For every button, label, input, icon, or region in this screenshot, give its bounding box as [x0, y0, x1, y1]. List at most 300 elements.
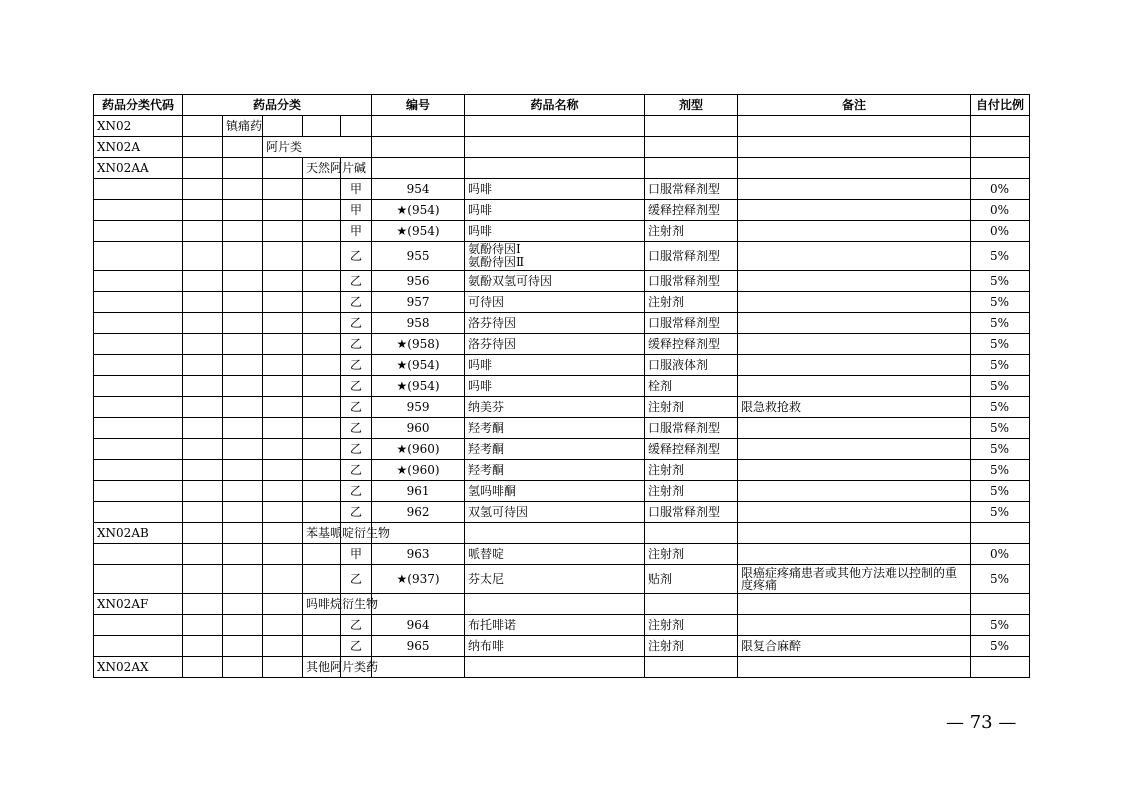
- empty-cell: [303, 460, 341, 481]
- empty-cell: [183, 271, 223, 292]
- number-cell: ★(958): [372, 334, 465, 355]
- empty-cell: [263, 460, 303, 481]
- form-cell: 口服常释剂型: [645, 313, 738, 334]
- remark-cell: 限急救抢救: [738, 397, 971, 418]
- empty-cell: [372, 137, 465, 158]
- form-cell: 口服常释剂型: [645, 242, 738, 271]
- category-row: [94, 158, 1030, 179]
- form-cell: 缓释控释剂型: [645, 200, 738, 221]
- empty-cell: [183, 460, 223, 481]
- drug-name: 氨酚待因Ⅰ: [468, 242, 521, 256]
- ratio-cell: 5%: [971, 242, 1030, 271]
- empty-cell: [465, 657, 645, 678]
- name-cell: [465, 544, 645, 565]
- drug-name: 吗啡: [468, 223, 493, 238]
- empty-cell: [94, 334, 183, 355]
- drug-name: 布托啡诺: [468, 617, 517, 632]
- empty-cell: [263, 397, 303, 418]
- empty-cell: [183, 594, 223, 615]
- ratio-cell: 0%: [971, 544, 1030, 565]
- ratio-cell: 5%: [971, 355, 1030, 376]
- table-row: [94, 271, 1030, 292]
- grade-cell: 甲: [341, 544, 372, 565]
- empty-cell: [645, 594, 738, 615]
- empty-cell: [738, 594, 971, 615]
- empty-cell: [223, 544, 263, 565]
- grade-cell: 乙: [341, 242, 372, 271]
- empty-cell: [183, 242, 223, 271]
- ratio-cell: 5%: [971, 460, 1030, 481]
- empty-cell: [183, 355, 223, 376]
- category-row: [94, 657, 1030, 678]
- grade-cell: 甲: [341, 179, 372, 200]
- drug-name: 哌替啶: [468, 546, 505, 561]
- remark-cell: [738, 544, 971, 565]
- drug-name: 吗啡: [468, 202, 493, 217]
- grade-cell: 乙: [341, 439, 372, 460]
- empty-cell: [303, 116, 341, 137]
- grade-cell: 乙: [341, 313, 372, 334]
- remark-cell: [738, 242, 971, 271]
- empty-cell: [263, 594, 303, 615]
- empty-cell: [971, 657, 1030, 678]
- category-code: XN02AX: [94, 657, 183, 678]
- empty-cell: [263, 158, 303, 179]
- empty-cell: [263, 636, 303, 657]
- remark-cell: 限复合麻醉: [738, 636, 971, 657]
- number-cell: 961: [372, 481, 465, 502]
- empty-cell: [183, 615, 223, 636]
- name-cell: [465, 481, 645, 502]
- empty-cell: [94, 397, 183, 418]
- empty-cell: [303, 334, 341, 355]
- ratio-cell: 5%: [971, 334, 1030, 355]
- table-header-row: [94, 95, 1030, 116]
- empty-cell: [263, 657, 303, 678]
- name-cell: [465, 615, 645, 636]
- empty-cell: [263, 418, 303, 439]
- drug-name: 吗啡: [468, 378, 493, 393]
- number-cell: 960: [372, 418, 465, 439]
- table-row: [94, 565, 1030, 594]
- table-row: [94, 376, 1030, 397]
- number-cell: ★(937): [372, 565, 465, 594]
- remark-cell: [738, 334, 971, 355]
- empty-cell: [94, 418, 183, 439]
- empty-cell: [303, 544, 341, 565]
- empty-cell: [263, 439, 303, 460]
- empty-cell: [263, 242, 303, 271]
- empty-cell: [263, 502, 303, 523]
- drug-name: 氨酚双氢可待因: [468, 273, 553, 288]
- empty-cell: [223, 137, 263, 158]
- number-cell: 962: [372, 502, 465, 523]
- header-ratio: 自付比例: [971, 95, 1030, 116]
- empty-cell: [223, 523, 263, 544]
- empty-cell: [94, 200, 183, 221]
- empty-cell: [263, 221, 303, 242]
- ratio-cell: 5%: [971, 271, 1030, 292]
- empty-cell: [94, 502, 183, 523]
- grade-cell: 乙: [341, 502, 372, 523]
- empty-cell: [465, 116, 645, 137]
- table-row: [94, 334, 1030, 355]
- number-cell: ★(954): [372, 355, 465, 376]
- empty-cell: [303, 355, 341, 376]
- category-code: XN02AF: [94, 594, 183, 615]
- form-cell: 注射剂: [645, 481, 738, 502]
- grade-cell: 乙: [341, 615, 372, 636]
- empty-cell: [223, 439, 263, 460]
- ratio-cell: 5%: [971, 397, 1030, 418]
- empty-cell: [303, 242, 341, 271]
- remark-cell: [738, 313, 971, 334]
- empty-cell: [223, 565, 263, 594]
- ratio-cell: 5%: [971, 615, 1030, 636]
- grade-cell: 乙: [341, 565, 372, 594]
- category-label: 天然阿片碱: [303, 158, 341, 179]
- number-cell: ★(960): [372, 439, 465, 460]
- ratio-cell: 5%: [971, 376, 1030, 397]
- empty-cell: [223, 271, 263, 292]
- remark-cell: 限癌症疼痛患者或其他方法难以控制的重度疼痛: [738, 565, 971, 594]
- empty-cell: [223, 418, 263, 439]
- category-code: XN02: [94, 116, 183, 137]
- empty-cell: [94, 292, 183, 313]
- category-row: [94, 137, 1030, 158]
- empty-cell: [645, 158, 738, 179]
- category-row: [94, 116, 1030, 137]
- empty-cell: [183, 523, 223, 544]
- table-row: [94, 481, 1030, 502]
- empty-cell: [183, 376, 223, 397]
- category-label: 吗啡烷衍生物: [303, 594, 341, 615]
- grade-cell: 乙: [341, 355, 372, 376]
- empty-cell: [223, 502, 263, 523]
- remark-cell: [738, 292, 971, 313]
- empty-cell: [971, 137, 1030, 158]
- drug-name: 羟考酮: [468, 462, 505, 477]
- empty-cell: [94, 544, 183, 565]
- empty-cell: [738, 523, 971, 544]
- number-cell: 954: [372, 179, 465, 200]
- category-label: 苯基哌啶衍生物: [303, 523, 341, 544]
- empty-cell: [183, 158, 223, 179]
- number-cell: ★(954): [372, 376, 465, 397]
- remark-cell: [738, 221, 971, 242]
- empty-cell: [94, 565, 183, 594]
- empty-cell: [263, 200, 303, 221]
- number-cell: 965: [372, 636, 465, 657]
- empty-cell: [263, 544, 303, 565]
- empty-cell: [223, 460, 263, 481]
- empty-cell: [263, 292, 303, 313]
- table-row: [94, 200, 1030, 221]
- table-row: [94, 636, 1030, 657]
- grade-cell: 乙: [341, 376, 372, 397]
- empty-cell: [263, 355, 303, 376]
- empty-cell: [465, 137, 645, 158]
- empty-cell: [738, 657, 971, 678]
- remark-cell: [738, 460, 971, 481]
- form-cell: 缓释控释剂型: [645, 334, 738, 355]
- empty-cell: [372, 116, 465, 137]
- empty-cell: [341, 116, 372, 137]
- number-cell: ★(960): [372, 460, 465, 481]
- name-cell: [465, 179, 645, 200]
- table-row: [94, 439, 1030, 460]
- empty-cell: [94, 439, 183, 460]
- empty-cell: [645, 523, 738, 544]
- empty-cell: [223, 636, 263, 657]
- empty-cell: [223, 313, 263, 334]
- table-row: [94, 418, 1030, 439]
- drug-name: 纳美芬: [468, 399, 505, 414]
- category-label: 其他阿片类药: [303, 657, 341, 678]
- name-cell: [465, 636, 645, 657]
- empty-cell: [183, 657, 223, 678]
- grade-cell: 乙: [341, 460, 372, 481]
- remark-cell: [738, 179, 971, 200]
- name-cell: [465, 502, 645, 523]
- empty-cell: [738, 158, 971, 179]
- empty-cell: [303, 397, 341, 418]
- empty-cell: [303, 565, 341, 594]
- remark-cell: [738, 418, 971, 439]
- drug-table: [93, 94, 1030, 678]
- empty-cell: [183, 565, 223, 594]
- form-cell: 口服常释剂型: [645, 271, 738, 292]
- grade-cell: 乙: [341, 418, 372, 439]
- empty-cell: [465, 158, 645, 179]
- empty-cell: [263, 376, 303, 397]
- category-row: [94, 594, 1030, 615]
- drug-name: 吗啡: [468, 357, 493, 372]
- name-cell: [465, 418, 645, 439]
- table-body: [94, 116, 1030, 678]
- empty-cell: [183, 137, 223, 158]
- page-number: — 73 —: [946, 712, 1017, 733]
- empty-cell: [223, 221, 263, 242]
- form-cell: 口服常释剂型: [645, 502, 738, 523]
- number-cell: 956: [372, 271, 465, 292]
- drug-name: 羟考酮: [468, 441, 505, 456]
- grade-cell: 乙: [341, 292, 372, 313]
- empty-cell: [263, 481, 303, 502]
- empty-cell: [223, 397, 263, 418]
- empty-cell: [183, 334, 223, 355]
- empty-cell: [303, 418, 341, 439]
- empty-cell: [94, 242, 183, 271]
- empty-cell: [303, 313, 341, 334]
- empty-cell: [94, 636, 183, 657]
- empty-cell: [223, 376, 263, 397]
- table-row: [94, 221, 1030, 242]
- category-code: XN02AA: [94, 158, 183, 179]
- empty-cell: [738, 137, 971, 158]
- number-cell: ★(954): [372, 200, 465, 221]
- table-row: [94, 242, 1030, 271]
- empty-cell: [94, 481, 183, 502]
- empty-cell: [94, 271, 183, 292]
- empty-cell: [303, 200, 341, 221]
- ratio-cell: 5%: [971, 292, 1030, 313]
- name-cell: [465, 292, 645, 313]
- category-row: [94, 523, 1030, 544]
- remark-cell: [738, 271, 971, 292]
- number-cell: 963: [372, 544, 465, 565]
- empty-cell: [263, 116, 303, 137]
- number-cell: 957: [372, 292, 465, 313]
- name-cell: [465, 271, 645, 292]
- remark-cell: [738, 439, 971, 460]
- header-name: 药品名称: [465, 95, 645, 116]
- remark-cell: [738, 376, 971, 397]
- ratio-cell: 5%: [971, 439, 1030, 460]
- empty-cell: [971, 158, 1030, 179]
- drug-name: 洛芬待因: [468, 336, 517, 351]
- empty-cell: [263, 615, 303, 636]
- empty-cell: [94, 179, 183, 200]
- name-cell: [465, 397, 645, 418]
- drug-name: 吗啡: [468, 181, 493, 196]
- empty-cell: [303, 221, 341, 242]
- ratio-cell: 5%: [971, 418, 1030, 439]
- name-cell: [465, 221, 645, 242]
- table-row: [94, 460, 1030, 481]
- empty-cell: [183, 397, 223, 418]
- name-cell: [465, 313, 645, 334]
- empty-cell: [223, 355, 263, 376]
- category-code: XN02A: [94, 137, 183, 158]
- remark-cell: [738, 355, 971, 376]
- grade-cell: 乙: [341, 397, 372, 418]
- drug-name: 氢吗啡酮: [468, 483, 517, 498]
- number-cell: 955: [372, 242, 465, 271]
- empty-cell: [183, 200, 223, 221]
- table-row: [94, 355, 1030, 376]
- category-label: 镇痛药: [223, 116, 263, 137]
- form-cell: 注射剂: [645, 460, 738, 481]
- ratio-cell: 5%: [971, 502, 1030, 523]
- empty-cell: [303, 271, 341, 292]
- empty-cell: [645, 137, 738, 158]
- ratio-cell: 5%: [971, 481, 1030, 502]
- empty-cell: [303, 481, 341, 502]
- empty-cell: [183, 313, 223, 334]
- empty-cell: [263, 334, 303, 355]
- empty-cell: [303, 179, 341, 200]
- empty-cell: [183, 221, 223, 242]
- header-code: 药品分类代码: [94, 95, 183, 116]
- drug-name: 洛芬待因: [468, 315, 517, 330]
- empty-cell: [263, 179, 303, 200]
- empty-cell: [303, 636, 341, 657]
- ratio-cell: 0%: [971, 221, 1030, 242]
- header-form: 剂型: [645, 95, 738, 116]
- table-row: [94, 615, 1030, 636]
- table-row: [94, 179, 1030, 200]
- empty-cell: [183, 439, 223, 460]
- table-row: [94, 502, 1030, 523]
- category-code: XN02AB: [94, 523, 183, 544]
- name-cell: [465, 565, 645, 594]
- empty-cell: [223, 200, 263, 221]
- name-cell: [465, 242, 645, 271]
- table-row: [94, 313, 1030, 334]
- empty-cell: [223, 334, 263, 355]
- empty-cell: [971, 594, 1030, 615]
- grade-cell: 乙: [341, 481, 372, 502]
- empty-cell: [303, 502, 341, 523]
- empty-cell: [223, 615, 263, 636]
- name-cell: [465, 334, 645, 355]
- ratio-cell: 0%: [971, 179, 1030, 200]
- empty-cell: [263, 313, 303, 334]
- empty-cell: [183, 292, 223, 313]
- empty-cell: [303, 292, 341, 313]
- remark-cell: [738, 481, 971, 502]
- number-cell: 964: [372, 615, 465, 636]
- ratio-cell: 5%: [971, 636, 1030, 657]
- drug-name-2: 氨酚待因Ⅱ: [468, 255, 525, 269]
- empty-cell: [303, 439, 341, 460]
- table-row: [94, 544, 1030, 565]
- number-cell: ★(954): [372, 221, 465, 242]
- empty-cell: [183, 116, 223, 137]
- empty-cell: [372, 657, 465, 678]
- remark-cell: [738, 615, 971, 636]
- grade-cell: 甲: [341, 200, 372, 221]
- empty-cell: [223, 594, 263, 615]
- empty-cell: [94, 615, 183, 636]
- empty-cell: [183, 636, 223, 657]
- empty-cell: [223, 657, 263, 678]
- name-cell: [465, 439, 645, 460]
- empty-cell: [94, 376, 183, 397]
- remark-cell: [738, 502, 971, 523]
- grade-cell: 乙: [341, 271, 372, 292]
- name-cell: [465, 460, 645, 481]
- table-row: [94, 292, 1030, 313]
- empty-cell: [263, 523, 303, 544]
- ratio-cell: 5%: [971, 313, 1030, 334]
- empty-cell: [372, 594, 465, 615]
- form-cell: 注射剂: [645, 292, 738, 313]
- category-label: 阿片类: [263, 137, 372, 158]
- empty-cell: [223, 481, 263, 502]
- empty-cell: [971, 116, 1030, 137]
- empty-cell: [223, 158, 263, 179]
- empty-cell: [94, 460, 183, 481]
- form-cell: 口服常释剂型: [645, 418, 738, 439]
- grade-cell: 乙: [341, 334, 372, 355]
- remark-cell: [738, 200, 971, 221]
- empty-cell: [223, 242, 263, 271]
- empty-cell: [223, 292, 263, 313]
- empty-cell: [223, 179, 263, 200]
- form-cell: 注射剂: [645, 636, 738, 657]
- empty-cell: [738, 116, 971, 137]
- drug-name: 芬太尼: [468, 571, 505, 586]
- empty-cell: [94, 221, 183, 242]
- empty-cell: [645, 657, 738, 678]
- number-cell: 958: [372, 313, 465, 334]
- form-cell: 注射剂: [645, 397, 738, 418]
- empty-cell: [263, 565, 303, 594]
- empty-cell: [183, 418, 223, 439]
- form-cell: 注射剂: [645, 615, 738, 636]
